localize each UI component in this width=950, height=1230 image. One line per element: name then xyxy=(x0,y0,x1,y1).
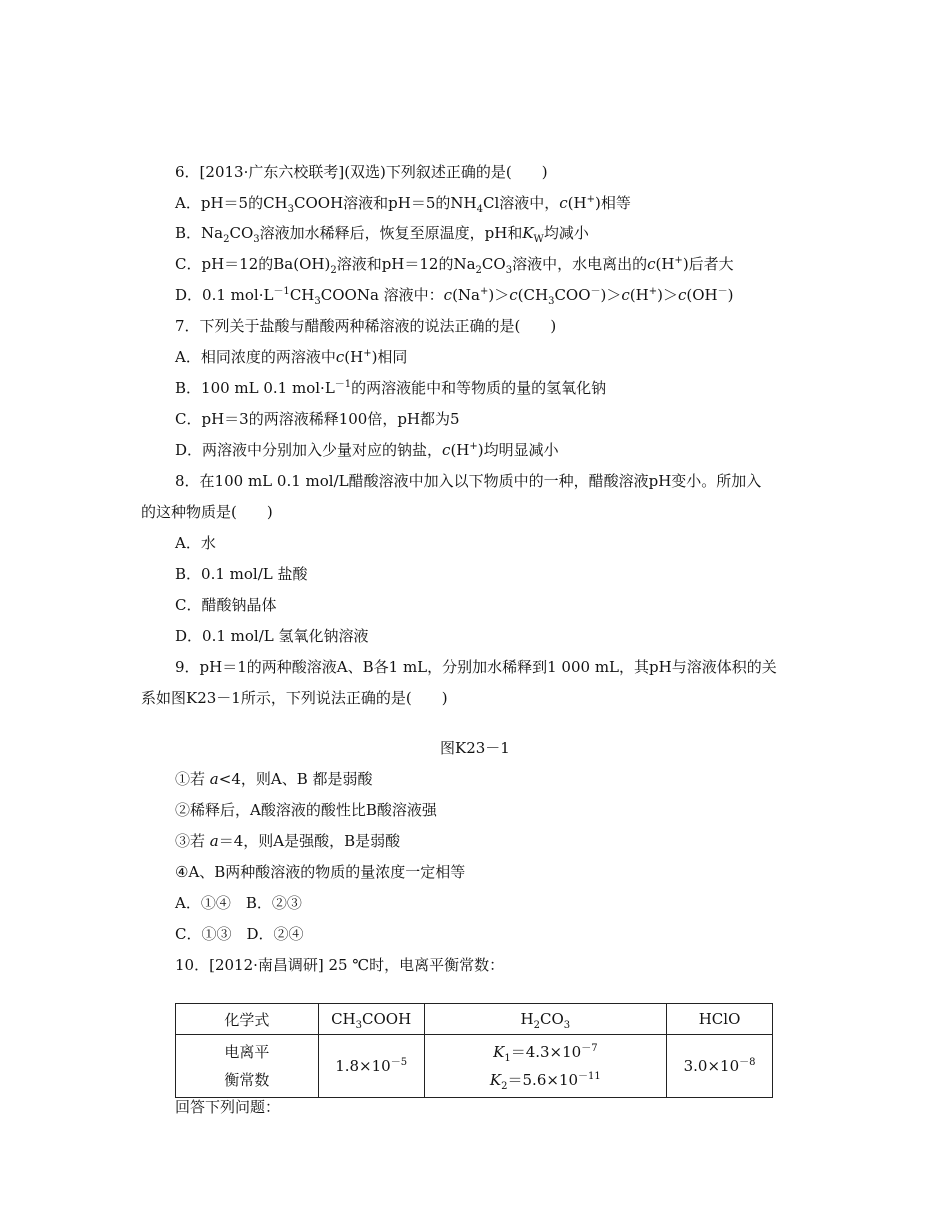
q7-option-b: B．100 mL 0.1 $mol\cdot L^{-1}$的两溶液能中和等物质的量的氢氧化钠 xyxy=(175,379,607,397)
q9-stem-line2: 系如图K23－1所示，下列说法正确的是( ) xyxy=(141,689,448,707)
q8-stem-line2: 的这种物质是( ) xyxy=(141,503,273,521)
table-header-row xyxy=(176,1004,773,1035)
q6-stem xyxy=(175,162,548,182)
q6-number: 6． xyxy=(175,163,200,181)
q9-options-line1: A．①④ B．②③ xyxy=(175,894,302,912)
header-formula: 化学式 xyxy=(176,1004,319,1035)
q10-follow-up: 回答下列问题： xyxy=(175,1098,281,1116)
q7-option-a: A．相同浓度的两溶液中c(H+)相同 xyxy=(175,348,408,366)
q8-option-b: B．0.1 mol/L 盐酸 xyxy=(175,565,308,583)
q7-option-c: C．pH＝3的两溶液稀释100倍，pH都为5 xyxy=(175,410,460,428)
q9-stem-line1: 9．pH＝1的两种酸溶液A、B各1 mL，分别加水稀释到1 000 mL，其pH与溶液体积的关 xyxy=(175,658,777,676)
value-acetic-acid: $1.8\times 10^{-5}$ xyxy=(318,1035,424,1098)
row-label: 电离平 衡常数 xyxy=(176,1035,319,1098)
ionization-constant-table xyxy=(175,1003,773,1098)
q9-options-line2: C．①③ D．②④ xyxy=(175,925,304,943)
q6-option-b: B．$Na_2CO_3$溶液加水稀释后，恢复至原温度，pH和$K_W$均减小 xyxy=(175,224,589,245)
q6-option-a: A．pH＝5的$CH_3COOH$溶液和pH＝5的$NH_4Cl$溶液中，c(H+)相等 xyxy=(175,194,631,215)
q9-statement-4: ④A、B两种酸溶液的物质的量浓度一定相等 xyxy=(175,863,466,881)
q6-option-c: C．pH＝12的$Ba(OH)_2$溶液和pH＝12的$Na_2CO_3$溶液中，水电离出的c(H+)后者大 xyxy=(175,255,734,276)
q9-statement-2: ②稀释后，A酸溶液的酸性比B酸溶液强 xyxy=(175,801,437,819)
value-hypochlorous-acid: $3.0\times 10^{-8}$ xyxy=(667,1035,773,1098)
q10-stem: 10．[2012·南昌调研] 25 ℃时，电离平衡常数： xyxy=(175,956,505,974)
header-hypochlorous-acid: HClO xyxy=(667,1004,773,1035)
q8-stem-line1: 8．在100 mL 0.1 mol/L醋酸溶液中加入以下物质中的一种，醋酸溶液pH变小。所加入 xyxy=(175,472,762,490)
q6-question: (双选)下列叙述正确的是( ) xyxy=(344,163,548,181)
q6-source: [2013·广东六校联考] xyxy=(199,163,345,181)
header-carbonic-acid: $H_2CO_3$ xyxy=(424,1004,667,1035)
q9-statement-3: ③若 a＝4，则A是强酸，B是弱酸 xyxy=(175,832,401,850)
q8-option-c: C．醋酸钠晶体 xyxy=(175,596,277,614)
q7-option-d: D．两溶液中分别加入少量对应的钠盐，c(H+)均明显减小 xyxy=(175,441,559,459)
value-carbonic-acid: $K_1=4.3\times 10^{-7}$ $K_2=5.6\times 10^{-11}$ xyxy=(424,1035,667,1098)
q6-option-d: D．0.1 $mol\cdot L^{-1}CH_3COONa$ 溶液中：$c(Na^+)>c(CH_3COO^-)>c(H^+)>c(OH^-)$ xyxy=(175,286,734,307)
q8-option-a: A．水 xyxy=(175,534,216,552)
figure-caption: 图K23－1 xyxy=(440,739,510,757)
table-row xyxy=(176,1035,773,1098)
q8-option-d: D．0.1 mol/L 氢氧化钠溶液 xyxy=(175,627,369,645)
header-acetic-acid: $CH_3COOH$ xyxy=(318,1004,424,1035)
q7-stem: 7．下列关于盐酸与醋酸两种稀溶液的说法正确的是( ) xyxy=(175,317,557,335)
q9-statement-1: ①若 a<4，则A、B 都是弱酸 xyxy=(175,770,373,788)
